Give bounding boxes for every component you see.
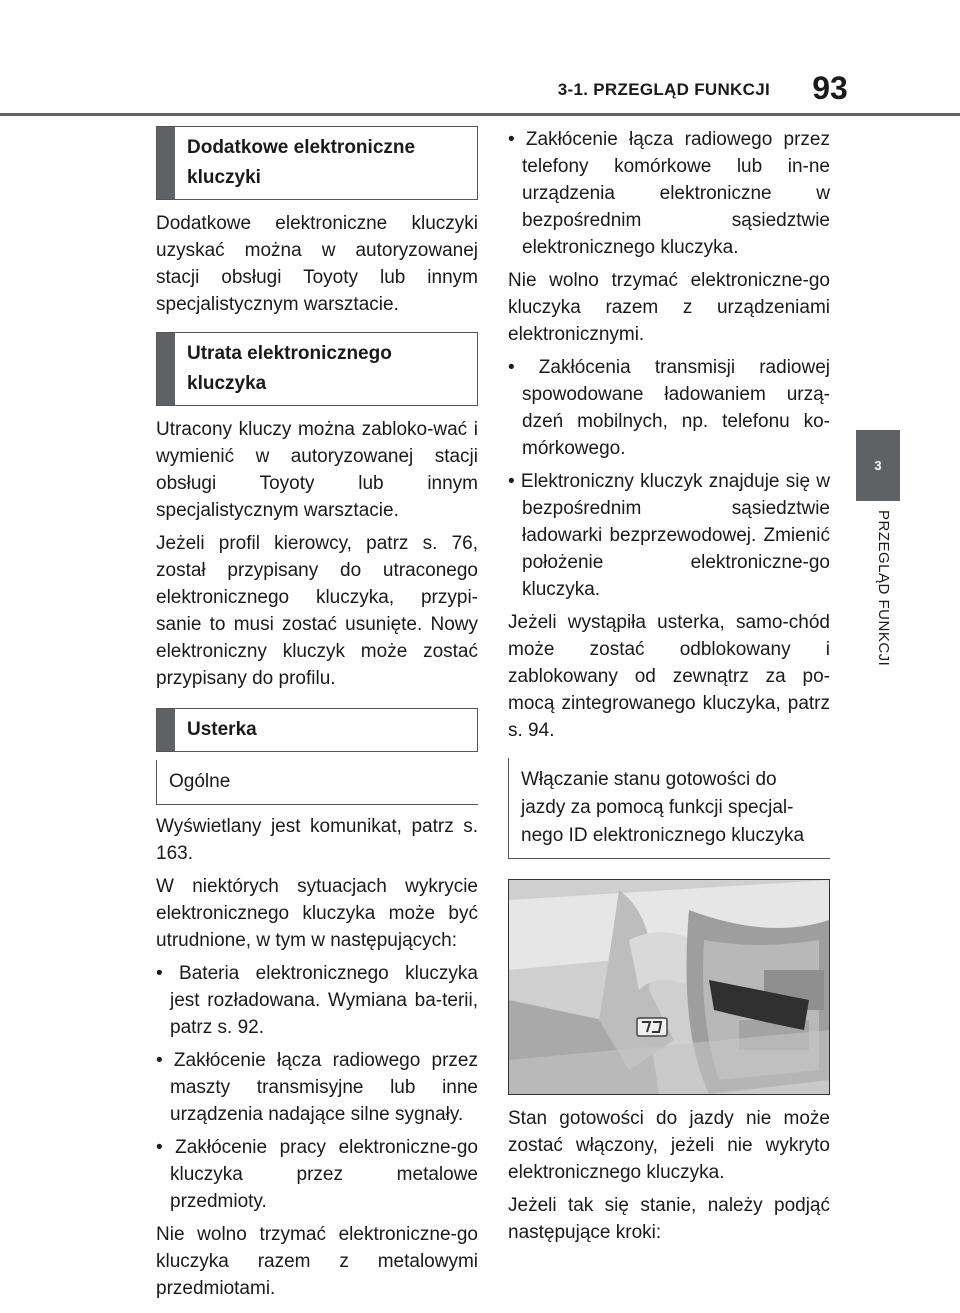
paragraph: Nie wolno trzymać elektroniczne-go kluczyka razem z metalowymi przedmiotami.: [156, 1224, 478, 1299]
page-number: 93: [812, 70, 848, 106]
heading-lost-key: Utrata elektronicznego kluczyka: [156, 332, 478, 406]
paragraph: Nie wolno trzymać elektroniczne-go kluczyka razem z urządzeniami elektronicznymi.: [508, 270, 830, 345]
heading-malfunction: Usterka: [156, 708, 478, 752]
subheading-general: Ogólne: [156, 760, 478, 805]
paragraph: Jeżeli wystąpiła usterka, samo-chód może zostać odblokowany i zablokowany od zewnątrz za po-mocą zintegrowanego kluczyka, patrz s. 94.: [508, 612, 830, 741]
list-item: • Bateria elektronicznego kluczyka jest rozładowana. Wymiana ba-terii, patrz s. 92.: [156, 963, 478, 1038]
section-title: 3-1. PRZEGLĄD FUNKCJI: [557, 80, 770, 99]
paragraph: Wyświetlany jest komunikat, patrz s. 163.: [156, 816, 478, 864]
list-item: • Zakłócenia transmisji radiowej spowodowane ładowaniem urzą-dzeń mobilnych, np. telefonu ko-mórkowego.: [508, 357, 830, 459]
chapter-tab: [856, 430, 900, 501]
header-rule: [0, 113, 960, 116]
bullet-list: [508, 126, 830, 261]
subheading-standby: Włączanie stanu gotowości do jazdy za pomocą funkcji specjal-nego ID elektronicznego kluczyka: [508, 758, 830, 859]
left-column: [156, 126, 478, 1308]
paragraph: Jeżeli profil kierowcy, patrz s. 76, został przypisany do utraconego elektronicznego kluczyka, przypi-sanie to musi zostać usunięte. Nowy elektroniczny kluczyk może zostać przypisany do profilu.: [156, 533, 478, 689]
list-item: • Zakłócenie pracy elektroniczne-go kluczyka przez metalowe przedmioty.: [156, 1137, 478, 1212]
chapter-tab-number: 3: [874, 458, 882, 473]
bullet-list: [156, 960, 478, 1215]
bullet-list: [508, 354, 830, 603]
paragraph: Jeżeli tak się stanie, należy podjąć następujące kroki:: [508, 1195, 830, 1243]
right-column: [508, 126, 830, 1252]
list-item: • Elektroniczny kluczyk znajduje się w bezpośrednim sąsiedztwie ładowarki bezprzewodowej. Zmienić położenie elektroniczne-go kluczyka.: [508, 471, 830, 600]
dashboard-illustration: [508, 879, 830, 1095]
steering-column-image: [509, 880, 829, 1094]
list-item: • Zakłócenie łącza radiowego przez maszty transmisyjne lub inne urządzenia nadające silne sygnały.: [156, 1050, 478, 1125]
chapter-tab-label: PRZEGLĄD FUNKCJI: [875, 510, 892, 667]
heading-additional-keys: Dodatkowe elektroniczne kluczyki: [156, 126, 478, 200]
paragraph: Utracony kluczy można zabloko-wać i wymienić w autoryzowanej stacji obsługi Toyoty lub innym specjalistycznym warsztacie.: [156, 419, 478, 521]
list-item: • Zakłócenie łącza radiowego przez telefony komórkowe lub in-ne urządzenia elektroniczne w bezpośrednim sąsiedztwie elektronicznego kluczyka.: [508, 129, 830, 258]
paragraph: Stan gotowości do jazdy nie może zostać włączony, jeżeli nie wykryto elektronicznego kluczyka.: [508, 1108, 830, 1183]
paragraph: Dodatkowe elektroniczne kluczyki uzyskać można w autoryzowanej stacji obsługi Toyoty lub innym specjalistycznym warsztacie.: [156, 213, 478, 315]
paragraph: W niektórych sytuacjach wykrycie elektronicznego kluczyka może być utrudnione, w tym w następujących:: [156, 876, 478, 951]
